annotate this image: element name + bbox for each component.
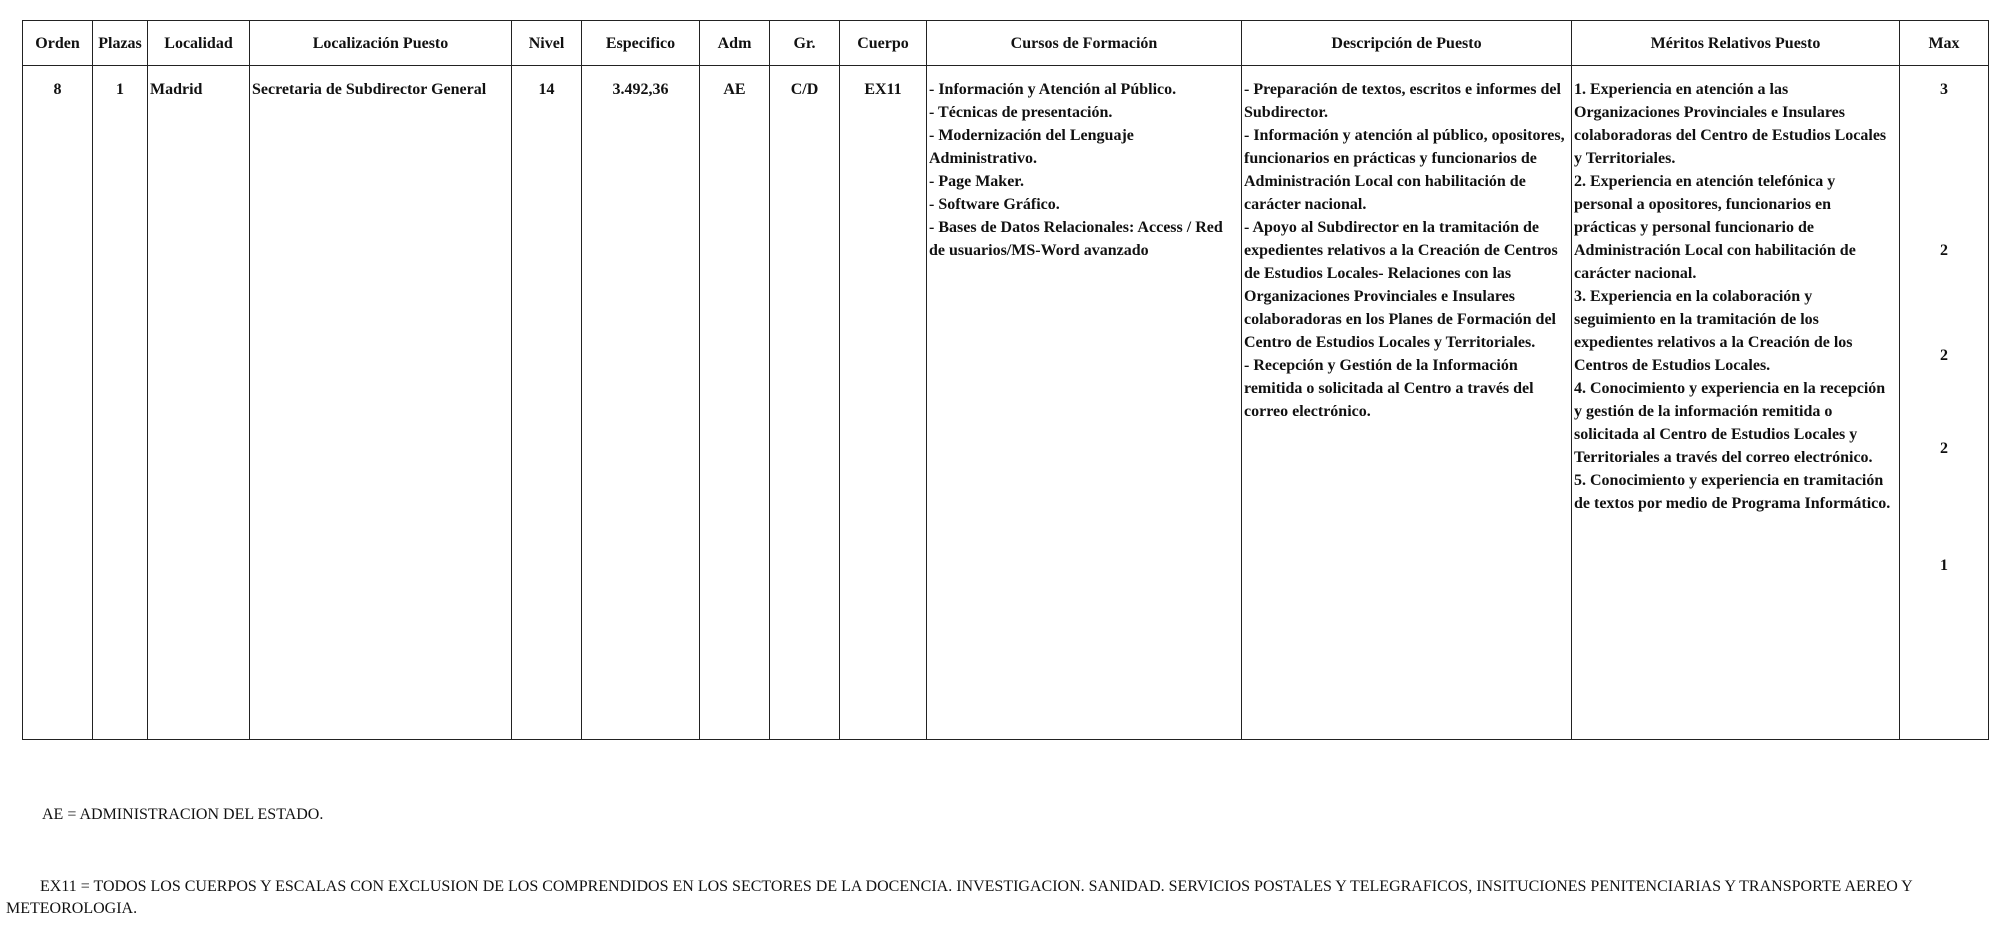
cell-localizacion-puesto: Secretaria de Subdirector General: [250, 66, 512, 740]
curso-item: - Modernización del Lenguaje Administrativo.: [929, 127, 1134, 167]
curso-item: - Información y Atención al Público.: [929, 81, 1177, 98]
footnote-ae: AE = ADMINISTRACION DEL ESTADO.: [42, 806, 324, 823]
merito-item: 2. Experiencia en atención telefónica y personal a opositores, funcionarios en prácticas y personal funcionario de Administración Local con habilitación de carácter nacional.: [1574, 173, 1856, 282]
header-cursos-formacion: Cursos de Formación: [927, 21, 1242, 66]
descripcion-item: - Información y atención al público, opositores, funcionarios en prácticas y funcionarios de Administración Local con habilitación de carácter nacional.: [1244, 127, 1565, 213]
cell-nivel: 14: [512, 66, 582, 740]
descripcion-item: - Apoyo al Subdirector en la tramitación de expedientes relativos a la Creación de Centros de Estudios Locales- Relaciones con las Organizaciones Provinciales e Insulares colaboradoras en los Planes de Formación del Centro de Estudios Locales y Territoriales.: [1244, 219, 1558, 351]
curso-item: - Software Gráfico.: [929, 196, 1060, 213]
header-localizacion-puesto: Localización Puesto: [250, 21, 512, 66]
cell-gr: C/D: [770, 66, 840, 740]
table-row: [23, 66, 1989, 740]
cell-meritos-relativos: [1572, 66, 1900, 740]
header-adm: Adm: [700, 21, 770, 66]
descripcion-item: - Preparación de textos, escritos e informes del Subdirector.: [1244, 81, 1561, 121]
header-nivel: Nivel: [512, 21, 582, 66]
header-meritos-relativos: Méritos Relativos Puesto: [1572, 21, 1900, 66]
header-orden: Orden: [23, 21, 93, 66]
cell-descripcion-puesto: [1242, 66, 1572, 740]
job-posting-table: [22, 20, 1989, 740]
merito-item: 1. Experiencia en atención a las Organizaciones Provinciales e Insulares colaboradoras del Centro de Estudios Locales y Territoriales.: [1574, 81, 1887, 167]
cell-adm: AE: [700, 66, 770, 740]
curso-item: - Bases de Datos Relacionales: Access / Red de usuarios/MS-Word avanzado: [929, 219, 1223, 259]
header-localidad: Localidad: [148, 21, 250, 66]
header-especifico: Especifico: [582, 21, 700, 66]
merito-item: 3. Experiencia en la colaboración y seguimiento en la tramitación de los expedientes relativos a la Creación de los Centros de Estudios Locales.: [1574, 288, 1853, 374]
max-value: 2: [1940, 347, 1948, 364]
cell-plazas: 1: [93, 66, 148, 740]
footnote-ex11: EX11 = TODOS LOS CUERPOS Y ESCALAS CON EXCLUSION DE LOS COMPRENDIDOS EN LOS SECTORES DE LA DOCENCIA. INVESTIGACION. SANIDAD. SERVICIOS POSTALES Y TELEGRAFICOS, INSITUCIONES PENITENCIARIAS Y TRANSPORTE AEREO Y METEOROLOGIA.: [6, 878, 1913, 917]
cell-max: [1900, 66, 1989, 740]
header-plazas: Plazas: [93, 21, 148, 66]
curso-item: - Técnicas de presentación.: [929, 104, 1113, 121]
cell-localidad: Madrid: [148, 66, 250, 740]
header-cuerpo: Cuerpo: [840, 21, 927, 66]
curso-item: - Page Maker.: [929, 173, 1024, 190]
cell-cuerpo: EX11: [840, 66, 927, 740]
header-descripcion-puesto: Descripción de Puesto: [1242, 21, 1572, 66]
max-value: 2: [1940, 242, 1948, 259]
cell-cursos-formacion: [927, 66, 1242, 740]
max-value: 1: [1940, 557, 1948, 574]
max-value: 3: [1940, 81, 1948, 98]
header-gr: Gr.: [770, 21, 840, 66]
merito-item: 5. Conocimiento y experiencia en tramitación de textos por medio de Programa Informático.: [1574, 472, 1891, 512]
merito-item: 4. Conocimiento y experiencia en la recepción y gestión de la información remitida o solicitada al Centro de Estudios Locales y Territoriales a través del correo electrónico.: [1574, 380, 1886, 466]
max-value: 2: [1940, 440, 1948, 457]
cell-orden: 8: [23, 66, 93, 740]
cell-especifico: 3.492,36: [582, 66, 700, 740]
descripcion-item: - Recepción y Gestión de la Información remitida o solicitada al Centro a través del correo electrónico.: [1244, 357, 1534, 420]
header-row: [23, 21, 1989, 66]
header-max: Max: [1900, 21, 1989, 66]
